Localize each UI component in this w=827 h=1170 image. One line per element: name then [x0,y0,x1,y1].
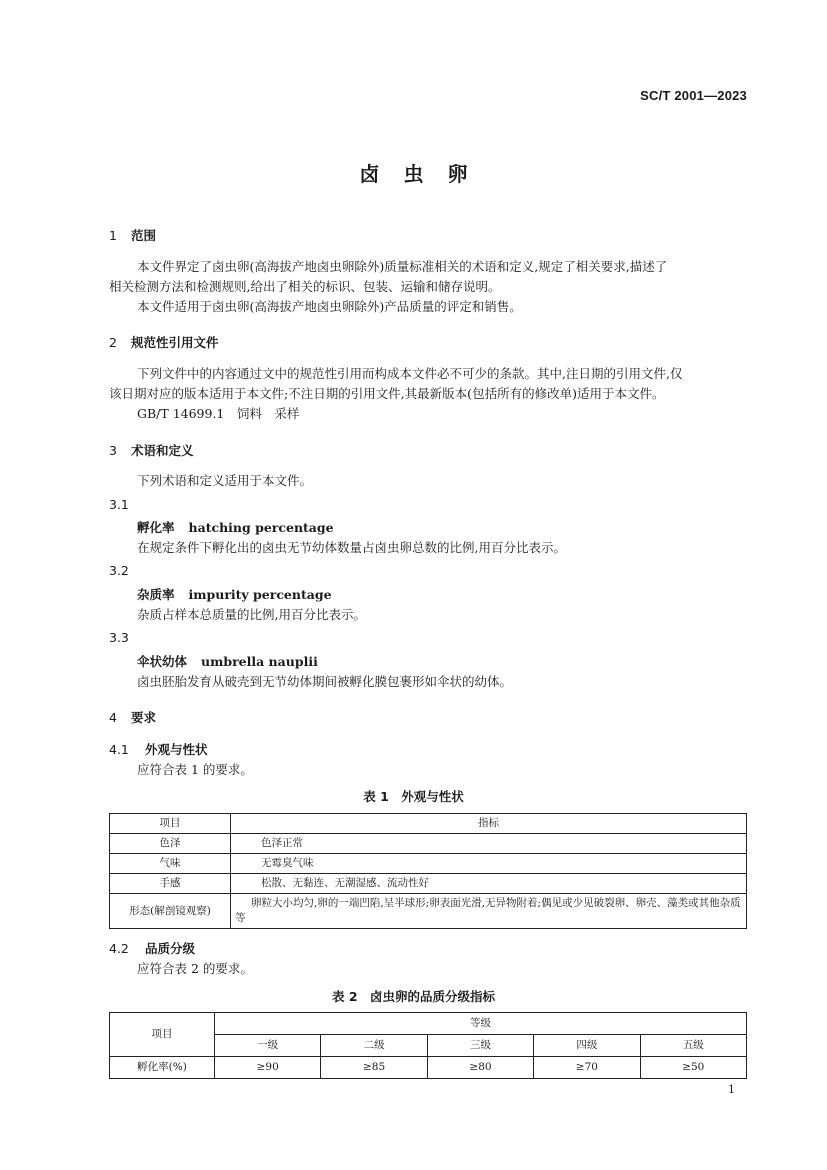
table-1 [109,813,747,929]
term-3-3-definition: 卤虫胚胎发育从破壳到无节幼体期间被孵化膜包裹形如伞状的幼体。 [137,674,513,689]
section-2-para-1b: 该日期对应的版本适用于本文件;不注日期的引用文件,其最新版本(包括所有的修改单)适用于本文件。 [109,386,665,401]
table-cell: 无霉臭气味 [231,854,747,874]
table-cell: ≥70 [534,1057,640,1079]
section-number: 4.1 [109,742,129,757]
normative-reference: GB/T 14699.1 饲料 采样 [137,406,300,421]
term-cn: 孵化率 [137,520,175,535]
table-header-cell: 四级 [534,1035,640,1057]
term-cn: 杂质率 [137,587,175,602]
table-row [110,1013,747,1035]
section-number: 4.2 [109,941,129,956]
section-1-para-1a: 本文件界定了卤虫卵(高海拔产地卤虫卵除外)质量标准相关的术语和定义,规定了相关要求,描述了 [137,259,668,274]
term-3-2 [137,585,332,603]
table-header-cell: 等级 [215,1013,747,1035]
table-cell: ≥85 [321,1057,427,1079]
section-2-heading [109,333,219,351]
section-4-2-heading [109,939,195,957]
table-row [110,894,747,929]
section-4-1-text: 应符合表 1 的要求。 [137,762,253,777]
table-row [110,874,747,894]
section-title: 要求 [131,710,157,725]
table-row [110,814,747,834]
document-title: 卤虫卵 [359,162,492,186]
table-header-cell: 一级 [215,1035,321,1057]
term-3-1 [137,518,334,536]
section-title: 范围 [131,228,157,243]
table-cell: 手感 [110,874,231,894]
table-header-cell: 项目 [110,814,231,834]
standard-code: SC/T 2001—2023 [640,88,747,103]
table-cell: 松散、无黏连、无潮湿感、流动性好 [231,874,747,894]
term-3-3-number: 3.3 [109,630,129,645]
term-3-1-definition: 在规定条件下孵化出的卤虫无节幼体数量占卤虫卵总数的比例,用百分比表示。 [137,540,566,555]
table-header-cell: 五级 [640,1035,746,1057]
table-row [110,854,747,874]
section-4-heading [109,708,156,726]
table-cell: 孵化率(%) [110,1057,215,1079]
table-cell: 卵粒大小均匀,卵的一端凹陷,呈半球形;卵表面光滑,无异物附着;偶见或少见破裂卵、卵壳、藻类或其他杂质等 [231,894,747,929]
section-1-para-1b: 相关检测方法和检测规则,给出了相关的标识、包装、运输和储存说明。 [109,279,501,294]
section-title: 规范性引用文件 [131,335,219,350]
table-row [110,1057,747,1079]
table-header-cell: 三级 [427,1035,533,1057]
term-en: hatching percentage [188,520,334,535]
term-en: umbrella nauplii [201,654,318,669]
term-3-1-number: 3.1 [109,497,129,512]
section-title: 术语和定义 [131,443,194,458]
table-cell: ≥80 [427,1057,533,1079]
term-3-2-definition: 杂质占样本总质量的比例,用百分比表示。 [137,607,366,622]
table-cell: 气味 [110,854,231,874]
term-3-3 [137,652,318,670]
table-cell: 形态(解剖镜观察) [110,894,231,929]
section-number: 4 [109,710,117,725]
table-header-cell: 项目 [110,1013,215,1057]
section-2-para-1a: 下列文件中的内容通过文中的规范性引用而构成本文件必不可少的条款。其中,注日期的引用文件,仅 [137,366,683,381]
table-cell: ≥50 [640,1057,746,1079]
section-3-intro: 下列术语和定义适用于本文件。 [137,473,313,488]
section-number: 3 [109,443,117,458]
section-4-2-text: 应符合表 2 的要求。 [137,961,253,976]
term-cn: 伞状幼体 [137,654,188,669]
section-4-1-heading [109,740,208,758]
table-2-caption: 表 2 卤虫卵的品质分级指标 [331,989,496,1004]
table-cell: 色泽 [110,834,231,854]
section-number: 1 [109,228,117,243]
section-1-heading [109,226,156,244]
page-number: 1 [728,1083,735,1096]
table-2 [109,1012,747,1079]
table-cell: 色泽正常 [231,834,747,854]
table-1-caption: 表 1 外观与性状 [363,789,464,804]
section-title: 外观与性状 [145,742,208,757]
section-number: 2 [109,335,117,350]
term-3-2-number: 3.2 [109,563,129,578]
table-cell: ≥90 [215,1057,321,1079]
table-header-cell: 指标 [231,814,747,834]
table-header-cell: 二级 [321,1035,427,1057]
term-en: impurity percentage [188,587,332,602]
table-row [110,834,747,854]
section-1-para-2: 本文件适用于卤虫卵(高海拔产地卤虫卵除外)产品质量的评定和销售。 [137,299,522,314]
section-title: 品质分级 [145,941,196,956]
section-3-heading [109,441,194,459]
